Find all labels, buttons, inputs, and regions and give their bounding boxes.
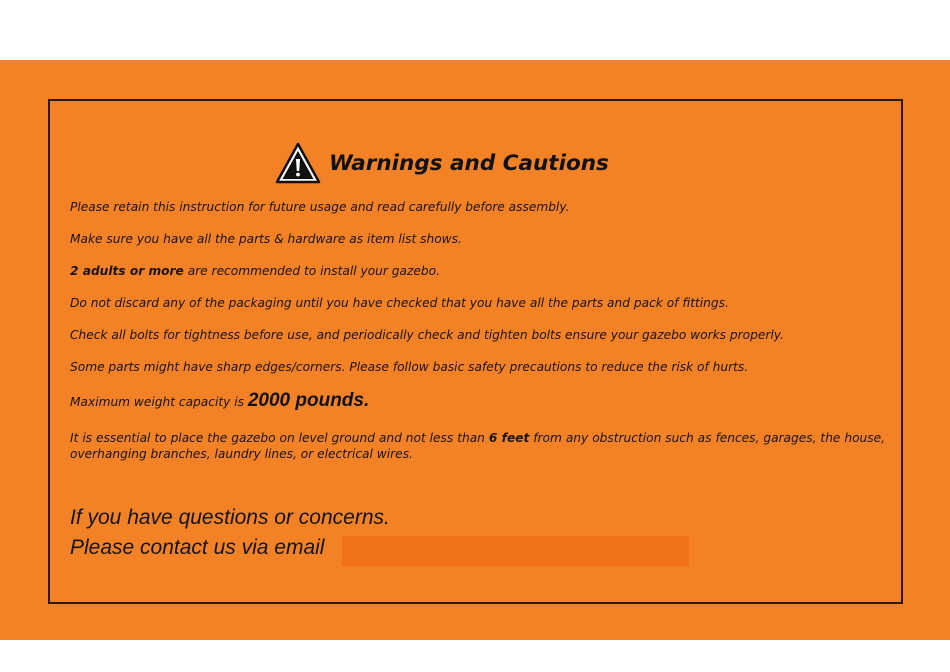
warning-line-parts-check: Make sure you have all the parts & hardware as item list shows. <box>70 232 462 246</box>
weight-capacity-label: Maximum weight capacity is <box>70 395 248 409</box>
page-title: Warnings and Cautions <box>329 150 609 176</box>
contact-email-line: Please contact us via email <box>70 536 325 559</box>
warning-line-retain-instructions: Please retain this instruction for future usage and read carefully before assembly. <box>70 200 570 214</box>
placement-text-start: It is essential to place the gazebo on level ground and not less than <box>70 431 489 445</box>
warning-paragraph-placement <box>70 430 885 462</box>
weight-capacity-value: 2000 pounds. <box>247 390 370 411</box>
warning-triangle-icon <box>275 142 321 184</box>
contact-questions-line: If you have questions or concerns. <box>70 506 390 529</box>
bottom-margin <box>0 640 950 672</box>
placement-distance-emphasis: 6 feet <box>488 431 530 445</box>
warning-line-sharp-edges: Some parts might have sharp edges/corners. Please follow basic safety precautions to reduce the risk of hurts. <box>70 360 749 374</box>
warning-line-weight-capacity <box>70 390 369 412</box>
adults-required-emphasis: 2 adults or more <box>70 264 184 278</box>
warning-line-bolts: Check all bolts for tightness before use, and periodically check and tighten bolts ensure your gazebo works properly. <box>70 328 784 342</box>
redacted-email-block <box>342 536 689 566</box>
placement-text-end: from any obstruction such as fences, garages, the house, overhanging branches, laundry lines, or electrical wires. <box>70 431 885 461</box>
adults-required-text: are recommended to install your gazebo. <box>183 264 440 278</box>
warnings-header <box>275 141 609 185</box>
warning-line-packaging: Do not discard any of the packaging until you have checked that you have all the parts and pack of fittings. <box>70 296 729 310</box>
warning-line-adults <box>70 264 440 278</box>
